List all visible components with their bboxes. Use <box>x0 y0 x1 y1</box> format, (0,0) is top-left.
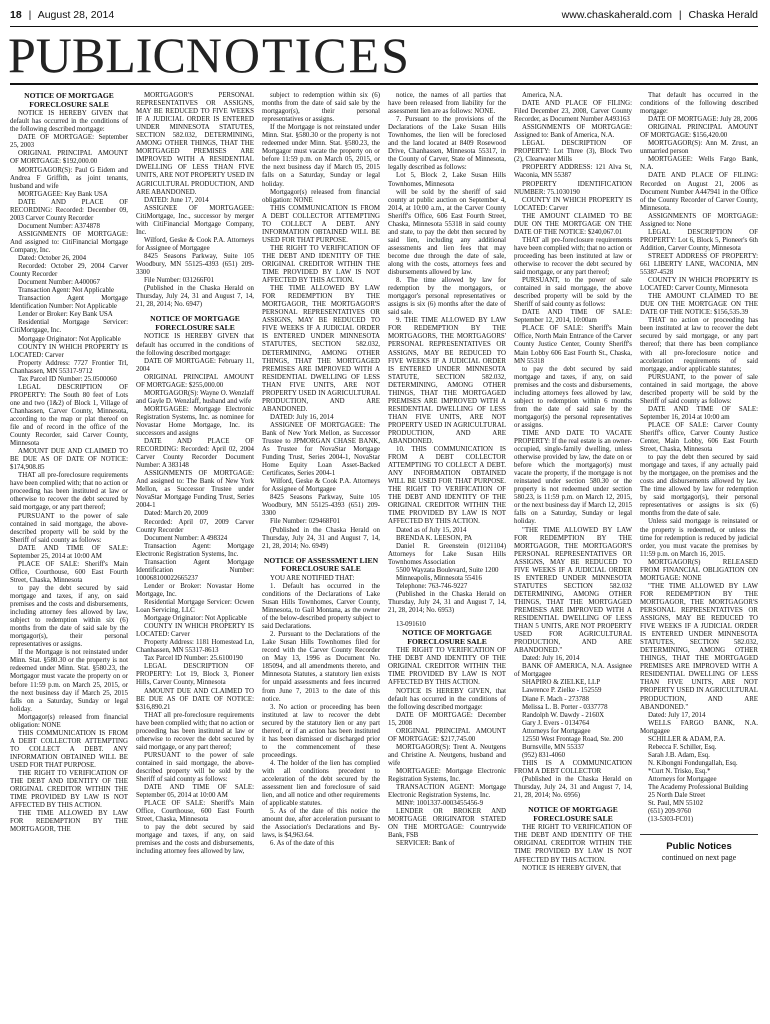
notice-paragraph: File Number: 031266F01 <box>144 277 215 285</box>
notice-paragraph: THE RIGHT TO VERIFICATION OF THE DEBT AND IDENTITY OF THE ORIGINAL CREDITOR WITHIN THE TIME PROVIDED BY LAW IS NOT AFFECTED BY THIS ACTION. <box>262 244 380 285</box>
notice-paragraph: LEGAL DESCRIPTION OF PROPERTY: The South 80 feet of Lots one and two (1&2) of Block 1, Village of Chanhassen, Carver County, Minnesota, according to the map or plat thereof on file and of record in the office of the County Recorder, said Carver County, Minnesota <box>10 383 128 448</box>
notice-paragraph: DATE AND TIME OF SALE: September 05, 2014 at 10:00 AM <box>136 784 254 800</box>
notice-paragraph: ORIGINAL PRINCIPAL AMOUNT OF MORTGAGE: $192,000.00 <box>10 150 128 166</box>
notice-paragraph: Lender or Broker: Key Bank USA <box>18 311 113 319</box>
notice-paragraph: PLACE OF SALE: Sheriff's Main Office, North Main Entrance of the Carver County Justice Center, County Sheriff's Main Lobby 606 East Fourth St., Chaska, MN 55318 <box>514 325 632 365</box>
notice-paragraph: PROPERTY IDENTIFICATION NUMBER: 75.1030190 <box>514 180 632 196</box>
notice-paragraph: Rebecca F. Schiller, Esq. <box>648 743 717 751</box>
notice-paragraph: NOTICE IS HEREBY GIVEN, that <box>522 864 622 872</box>
notice-paragraph: Transaction Agent: Not Applicable <box>18 287 115 295</box>
notice-column <box>388 92 506 1016</box>
notice-paragraph: Transaction Agent Mortgage Identification Number: 100068100022665237 <box>136 558 254 582</box>
notice-paragraph: Gary J. Evers - 0134764 <box>522 719 590 727</box>
notice-paragraph: If the Mortgage is not reinstated under Minn. Stat. §580.30 or the property is not redeemed under Minn. Stat. §580.23, the Mortgagor must vacate the property on or before 11:59 p.m. on March 05, 2015, or the next business day if March 05, 2015 falls on a Saturday, Sunday or legal holiday. <box>262 124 380 188</box>
notice-paragraph: SERVICER: Bank of <box>396 840 455 848</box>
notice-paragraph: DATE AND TIME OF SALE: September 25, 2014 at 10:00 AM <box>10 544 128 560</box>
notice-paragraph: 6. As of the date of this <box>270 840 335 848</box>
notice-paragraph: Transaction Agent Mortgage Identification Number: Not Applicable <box>10 295 128 311</box>
notice-paragraph: Dated: July 16, 2014 <box>522 655 580 663</box>
notice-paragraph: Dated: March 20, 2009 <box>144 510 208 518</box>
notice-paragraph: NOTICE IS HEREBY GIVEN that default has occurred in the conditions of the following described mortgage: <box>10 110 128 134</box>
notice-paragraph: MORTGAGEE: Mortgage Electronic Registration Systems, Inc. as nominee for Novastar Home Mortgage, Inc. its successors and assigns <box>136 405 254 438</box>
notice-paragraph: Wilford, Geske & Cook P.A. Attorneys for Assignee of Mortgagee <box>136 236 254 252</box>
notice-paragraph: "THE TIME ALLOWED BY LAW FOR REDEMPTION BY THE MORTGAGOR, THE MORTGAGOR'S PERSONAL REPRESENTATIVES OR ASSIGNS, MAY BE REDUCED TO FIVE WEEKS IF A JUDICIAL ORDER IS ENTERED UNDER MINNESOTA STATUTES, SECTION 582.032, DETERMINING, AMONG OTHER THINGS, THAT THE MORTGAGED PREMISES ARE IMPROVED WITH A RESIDENTIAL DWELLING OF LESS THAN FIVE UNITS, ARE NOT PROPERTY USED IN AGRICULTURAL PRODUCTION, AND ARE ABANDONED." <box>640 582 758 711</box>
notice-paragraph: THE TIME ALLOWED BY LAW FOR REDEMPTION BY THE MORTGAGOR, THE MORTGAGOR'S PERSONAL REPRESENTATIVES OR ASSIGNS, MAY BE REDUCED TO FIVE WEEKS IF A JUDICIAL ORDER IS ENTERED UNDER MINNESOTA STATUTES, SECTION 582.032, DETERMINING, AMONG OTHER THINGS, THAT THE MORTGAGED PREMISES ARE IMPROVED WITH A RESIDENTIAL DWELLING OF LESS THAN FIVE UNITS, ARE NOT PROPERTY USED IN AGRICULTURAL PRODUCTION, AND ARE ABANDONED. <box>262 285 380 413</box>
notice-paragraph: If the Mortgage is not reinstated under Minn. Stat. §580.30 or the property is not redeemed under Minn. Stat. §580.23, the Mortgagor must vacate the property on or before 11:59 p.m. on March 25, 2015, or the next business day if March 25, 2015 falls on a Saturday, Sunday or legal holiday. <box>10 649 128 713</box>
notice-paragraph: LEGAL DESCRIPTION OF PROPERTY: Lot 6, Block 5, Pioneer's 6th Addition, Carver County, Minnesota <box>640 228 758 252</box>
notice-paragraph: PURSUANT, to the power of sale contained in said mortgage, the above described property will be sold by the Sheriff of said county as follows: <box>514 277 632 309</box>
notice-paragraph: SHAPIRO & ZIELKE, LLP <box>522 679 601 687</box>
notice-paragraph: MORTGAGOR(S) RELEASED FROM FINANCIAL OBLIGATION ON MORTGAGE: NONE <box>640 558 758 582</box>
notice-paragraph: Daniel R. Greenstein (0121104) Attorneys for Lake Susan Hills Townhomes Association <box>388 542 506 566</box>
notice-paragraph: Randolph W. Dawdy - 2160X <box>522 711 605 719</box>
section-masthead <box>8 27 411 83</box>
notice-paragraph: MORTGAGOR'S PERSONAL REPRESENTATIVES OR ASSIGNS, MAY BE REDUCED TO FIVE WEEKS IF A JUDICIAL ORDER IS ENTERED UNDER MINNESOTA STATUTES, SECTION 582.032, DETERMINING, AMONG OTHER THINGS, THAT THE MORTGAGED PREMISES ARE IMPROVED WITH A RESIDENTIAL DWELLING OF LESS THAN FIVE UNITS, ARE NOT PROPERTY USED IN AGRICULTURAL PRODUCTION, AND ARE ABANDONED. <box>136 92 254 196</box>
notice-paragraph: Dated: July 17, 2014 <box>648 711 706 719</box>
page-folio <box>10 9 114 21</box>
page-header-bar <box>10 6 758 24</box>
notice-heading: NOTICE OF MORTGAGE FORECLOSURE SALE <box>402 628 492 646</box>
notice-paragraph: 8. The time allowed by law for redemption by the mortgagors, or mortgagor's personal representatives or assigns is six (6) months after the date of said sale. <box>388 277 506 317</box>
notice-paragraph: Dated: October 26, 2004 <box>18 255 87 263</box>
notice-paragraph: 3. No action or proceeding has been instituted at law to recover the debt secured by the statutory lien or any part thereof, or if an action has been instituted it has been dismissed or discharged prior to the commencement of these proceedings. <box>262 703 380 759</box>
notice-paragraph: DATE AND PLACE OF FILING: Filed December 23, 2008, Carver County Recorder, as Document Number A493163 <box>514 100 632 124</box>
notice-paragraph: THIS COMMUNICATION IS FROM A DEBT COLLECTOR ATTEMPTING TO COLLECT A DEBT. ANY INFORMATION OBTAINED WILL BE USED FOR THAT PURPOSE. <box>262 204 380 244</box>
notice-paragraph: Residential Mortgage Servicer: Ocwen Loan Servicing, LLC <box>136 599 254 615</box>
notice-paragraph: Mortgage Originator: Not Applicable <box>18 335 121 343</box>
notice-heading: NOTICE OF MORTGAGE FORECLOSURE SALE <box>528 805 618 823</box>
notice-paragraph: 13-091610 <box>396 621 426 629</box>
notice-paragraph: MORTGAGEE: Key Bank USA <box>18 190 108 198</box>
notice-paragraph: Tax Parcel ID Number: 25.6100190 <box>144 655 243 663</box>
notice-paragraph: BRENDA K. LEESON, PA <box>396 534 473 542</box>
notice-paragraph: Burnsville, MN 55337 <box>522 743 585 751</box>
notice-paragraph: St. Paul, MN 55102 <box>648 800 703 808</box>
notice-paragraph: 12550 West Frontage Road, Ste. 200 <box>522 735 623 743</box>
continued-footer <box>640 834 758 863</box>
notice-paragraph: Residential Mortgage Servicer: CitiMortgage, Inc. <box>10 319 128 335</box>
notice-paragraph: NOTICE IS HEREBY GIVEN, that default has occurred in the conditions of the following described mortgage: <box>388 687 506 711</box>
notice-paragraph: to pay the debt then secured by said mortgage and taxes, if any actually paid by the mortgagee, on the premises and the costs and disbursements allowed by law. The time allowed by law for redemption by said mortgagor(s), their personal representatives or assigns is six (6) months from the date of sale. <box>640 454 758 518</box>
page-number: 18 <box>10 9 22 21</box>
notice-paragraph: PURSUANT to the power of sale contained in said mortgage, the above-described property will be sold by the Sheriff of said county as follows: <box>136 751 254 784</box>
notice-paragraph: WELLS FARGO BANK, N.A. Mortgagee <box>640 719 758 735</box>
notice-paragraph: THAT no action or proceeding has been instituted at law to recover the debt secured by said mortgage, or any part thereof; that there has been compliance with all pre-foreclosure notice and acceleration requirements of said mortgage, and/or applicable statutes; <box>640 317 758 373</box>
notice-paragraph: Mortgagor(s) released from financial obligation: NONE <box>262 188 380 204</box>
notice-paragraph: COUNTY IN WHICH PROPERTY IS LOCATED: Carver <box>514 196 632 212</box>
notice-paragraph: ASSIGNMENTS OF MORTGAGE: And assigned to: The Bank of New York Mellon, as Successor Trustee under NovaStar Mortgage Funding Trust, Series 2004-1 <box>136 470 254 510</box>
notice-paragraph: THAT all pre-foreclosure requirements have been complied with; that no action or proceeding has been instituted at law or otherwise to recover the debt secured by said mortgage, or any part thereof; <box>10 472 128 512</box>
notice-paragraph: PLACE OF SALE: Sheriff's Main Office, Courthouse, 600 East Fourth Street, Chaska, Minnesota <box>10 560 128 584</box>
notice-paragraph: Minneapolis, Minnesota 55416 <box>396 574 482 582</box>
notice-paragraph: Lender or Broker: Novastar Home Mortgage, Inc. <box>136 582 254 598</box>
site-url[interactable]: www.chaskaherald.com <box>561 9 672 21</box>
notice-paragraph: THE AMOUNT CLAIMED TO BE DUE ON THE MORTGAGE ON THE DATE OF THE NOTICE: $240,067.01 <box>514 212 632 236</box>
notice-paragraph: America, N.A. <box>522 92 563 99</box>
notice-paragraph: ASSIGNMENTS OF MORTGAGE: Assigned to: None <box>640 212 758 228</box>
notice-paragraph: Recorded: April 07, 2009 Carver County Recorder <box>136 518 254 534</box>
notice-paragraph: to pay the debt secured by said mortgage and taxes, if any, on said premises and the costs and disbursements, including attorney fees allowed by law, <box>136 824 254 856</box>
notice-paragraph: 1. Default has occurred in the conditions of the Declarations of Lake Susan Hills Townhomes, Carver County, Minnesota, to Gail Montana, as the owner of the below-described property subject to said Declarations. <box>262 582 380 631</box>
notice-paragraph: LEGAL DESCRIPTION OF PROPERTY: Lot 19, Block 3, Pioneer Hills, Carver County, Minnesota <box>136 663 254 687</box>
notice-paragraph: (651) 209-9760 <box>648 808 692 816</box>
notice-paragraph: Lot 5, Block 2, Lake Susan Hills Townhomes, Minnesota <box>388 172 506 188</box>
notice-paragraph: (Published in the Chaska Herald on Thursday, July 24, 31 and August 7, 14, 21, 28, 2014; No. 6947) <box>136 285 254 309</box>
notice-paragraph: THIS IS A COMMUNICATION FROM A DEBT COLLECTOR <box>514 759 632 775</box>
notice-paragraph: Document Number: A400067 <box>18 279 100 287</box>
notice-paragraph: MORTGAGEE: Mortgage Electronic Registration Systems, Inc. <box>388 767 506 784</box>
notice-paragraph: MORTGAGOR(S): Paul G Eidem and Andrea F Griffith, as joint tenants, husband and wife <box>10 166 128 190</box>
notice-paragraph: DATE AND TIME OF SALE: September 16, 2014 at 10:00 am <box>640 405 758 421</box>
notice-paragraph: DATE OF MORTGAGE: February 11, 2004 <box>136 357 254 373</box>
notice-paragraph: THE TIME ALLOWED BY LAW FOR REDEMPTION BY THE MORTGAGOR, THE <box>10 810 128 834</box>
notice-paragraph: BANK OF AMERICA, N.A. Assignee of Mortgagee <box>514 663 632 679</box>
notice-paragraph: N. Kibongni Fondungallah, Esq. <box>648 759 738 767</box>
notice-columns <box>10 92 758 1016</box>
folio-separator: | <box>28 9 32 21</box>
notice-paragraph: Telephone: 763-746-9227 <box>396 582 468 590</box>
paper-name: Chaska Herald <box>688 9 758 21</box>
notice-paragraph: "THE TIME ALLOWED BY LAW FOR REDEMPTION BY THE MORTGAGOR, THE MORTGAGOR'S PERSONAL REPRESENTATIVES OR ASSIGNS, MAY BE REDUCED TO FIVE WEEKS IF A JUDICIAL ORDER IS ENTERED UNDER MINNESOTA STATUTES SECTION 582.032 DETERMINING, AMONG OTHER THINGS, THAT THE MORTGAGED PREMISES ARE IMPROVED WITH A RESIDENTIAL DWELLING OF LESS THAN 5 UNITS, ARE NOT PROPERTY USED FOR AGRICULTURAL PRODUCTION, AND ARE ABANDONED." <box>514 526 632 655</box>
notice-paragraph: Recorded: October 29, 2004 Carver County Recorder <box>10 263 128 279</box>
notice-paragraph: COUNTY IN WHICH PROPERTY IS LOCATED: Carver County, Minnesota <box>640 277 758 293</box>
notice-paragraph: Wilford, Geske & Cook P.A. Attorneys for Assignee of Mortgagee <box>262 478 380 494</box>
notice-paragraph: DATE OF MORTGAGE: July 28, 2006 <box>648 116 758 124</box>
notice-paragraph: DATE OF MORTGAGE: September 25, 2003 <box>10 134 128 150</box>
notice-paragraph: *Curt N. Trisko, Esq.* <box>648 767 711 775</box>
notice-paragraph: COUNTY IN WHICH PROPERTY IS LOCATED: Carver <box>10 343 128 359</box>
notice-paragraph: to pay the debt secured by said mortgage and taxes, if any, on said premises and the costs and disbursements, including attorney fees allowed by law, subject to redemption within six (6) months from the date of said sale by the mortgagor(s), their personal representatives or assigns. <box>10 584 128 649</box>
notice-paragraph: Mortgage Originator: Not Applicable <box>144 615 247 623</box>
notice-paragraph: THAT all pre-foreclosure requirements have been complied with; that no action or proceeding has been instituted at law or otherwise to recover the debt secured by said mortgage, or any part thereof; <box>136 711 254 751</box>
notice-paragraph: Property Address: 7727 Frontier Trl, Chanhassen, MN 55317-9712 <box>10 359 128 375</box>
issue-date: August 28, 2014 <box>37 9 115 21</box>
notice-paragraph: DATE AND TIME OF SALE: September 12, 2014, 10:00am <box>514 309 632 325</box>
notice-paragraph: ASSIGNEE OF MORTGAGEE: CitiMortgage, Inc., successor by merger with CitiFinancial Mortgage Company, Inc. <box>136 204 254 236</box>
notice-paragraph: Transaction Agent: Mortgage Electronic Registration Systems, Inc. <box>136 542 254 558</box>
notice-paragraph: PLACE OF SALE: Carver County Sheriff's office, Carver County Justice Center, Main Lobby, 606 East Fourth Street, Chaska, Minnesota <box>640 421 758 454</box>
notice-paragraph: (Published in the Chaska Herald on Thursday, July 24, 31 and August 7, 14, 21, 28, 2014; No. 6953) <box>388 590 506 614</box>
notice-column <box>514 92 632 1016</box>
masthead-word-notices: NOTICES <box>185 27 411 83</box>
notice-paragraph: Document Number: A374878 <box>18 222 100 230</box>
notice-paragraph: DATE AND PLACE OF RECORDING: Recorded: April 02, 2004 Carver County Recorder Document Number: A 383148 <box>136 438 254 470</box>
notice-column <box>10 92 128 1016</box>
notice-paragraph: Property Address: 1181 Homestead Ln, Chanhassen, MN 55317-8613 <box>136 639 254 655</box>
notice-paragraph: 9. THE TIME ALLOWED BY LAW FOR REDEMPTION BY THE MORTGAGORS, THE MORTGAGORS' PERSONAL REPRESENTATIVES OR ASSIGNS, MAY BE REDUCED TO FIVE WEEKS IF A JUDICIAL ORDER IS ENTERED UNDER MINNESOTA STATUTE, SECTION 582.032, DETERMINING, AMONG OTHER THINGS, THAT THE MORTGAGED PREMISES ARE IMPROVED WITH A RESIDENTIAL DWELLING OF LESS THAN FIVE UNITS, ARE NOT PROPERTY USED IN AGRICULTURAL PRODUCTION, AND ARE ABANDONED. <box>388 317 506 446</box>
notice-paragraph: MORTGAGEE: Wells Fargo Bank, N.A. <box>640 156 758 172</box>
notice-paragraph: DATE AND PLACE OF RECORDING: Recorded: December 09, 2003 Carver County Recorder <box>10 198 128 222</box>
notice-paragraph: (Published in the Chaska Herald on Thursday, July 24, 31 and August 7, 14, 21, 28, 2014; No. 6949) <box>262 526 380 550</box>
notice-paragraph: File Number: 029468F01 <box>270 518 341 526</box>
credit-separator: | <box>678 9 682 21</box>
notice-paragraph: DATE AND PLACE OF FILING: Recorded on August 21, 2006 as Document Number A447941 in the Office of the County Recorder of Carver County, Minnesota. <box>640 172 758 212</box>
notice-paragraph: ASSIGNEE OF MORTGAGEE: The Bank of New York Mellon, as Successor Trustee to JPMORGAN CHASE BANK, As Trustee for NovaStar Mortgage Funding Trust, Series 2004-1, NovaStar Home Equity Loan Asset-Backed Certificates, Series 2004-1 <box>262 421 380 478</box>
notice-paragraph: PURSUANT, to the power of sale contained in said mortgage, the above described property will be sold by the Sheriff of said county as follows: <box>640 373 758 405</box>
notice-paragraph: Mortgagor(s) released from financial obligation: NONE <box>10 713 128 729</box>
notice-paragraph: MORTGAGOR(S): Trent A. Neutgens and Christine A. Neutgens, husband and wife <box>388 743 506 767</box>
continued-subtitle: continued on next page <box>661 853 737 863</box>
notice-paragraph: 25 North Dale Street <box>648 792 706 800</box>
notice-paragraph: SCHILLER & ADAM, P.A. <box>648 735 726 743</box>
masthead-rule <box>10 83 758 85</box>
notice-paragraph: STREET ADDRESS OF PROPERTY: 661 LIBERTY LANE, WACONIA, MN 55387-4528 <box>640 252 758 277</box>
notice-paragraph: ORIGINAL PRINCIPAL AMOUNT OF MORTGAGE: $255,000.00 <box>136 373 254 389</box>
notice-paragraph: MIN#: 1001337-0003455456-9 <box>396 800 484 808</box>
notice-paragraph: Tax Parcel ID Number: 25.0500060 <box>18 375 117 383</box>
notice-paragraph: THE RIGHT TO VERIFICATION OF THE DEBT AND IDENTITY OF THE ORIGINAL CREDITOR WITHIN THE TIME PROVIDED BY LAW IS NOT AFFECTED BY THIS ACTION. <box>514 824 632 864</box>
notice-paragraph: ASSIGNMENTS OF MORTGAGE: And assigned to: CitiFinancial Mortgage Company, Inc. <box>10 230 128 254</box>
notice-paragraph: PROPERTY ADDRESS: 121 Alva St, Waconia, MN 55387 <box>514 164 632 180</box>
site-credit <box>562 9 758 21</box>
notice-paragraph: DATE OF MORTGAGE: December 15, 2008 <box>388 711 506 727</box>
notice-paragraph: Unless said mortgage is reinstated or the property is redeemed, or unless the time for redemption is reduced by judicial order, you must vacate the premises by 11:59 p.m. on March 16, 2015. <box>640 518 758 558</box>
notice-paragraph: TIME AND DATE TO VACATE PROPERTY: If the real estate is an owner-occupied, single-family dwelling, unless otherwise provided by law, the date on or before which the mortgagor(s) must vacate the property, if the mortgage is not reinstated under section 580.30 or the property is not redeemed under section 580.23, is 11:59 p.m. on March 12, 2015, or the next business day if March 12, 2015 falls on a Saturday, Sunday or legal holiday. <box>514 429 632 526</box>
notice-paragraph: will be sold by the sheriff of said county at public auction on September 4, 2014, at 10:00 a.m., at the Carver County Sheriff's Office, 606 East Fourth Street, Chaska, Minnesota 55318 in said county and state, to pay the debt then secured by said lien, including any additional assessments and lien fees that may become due through the date of sale, along with the costs, attorneys fees and disbursements allowed by law. <box>388 188 506 277</box>
continued-title: Public Notices <box>666 841 732 853</box>
notice-paragraph: notice, the names of all parties that have been released from liability for the assessment lien are as follows: NONE. <box>388 92 506 116</box>
notice-paragraph: ORIGINAL PRINCIPAL AMOUNT OF MORTGAGE: $156,420.00 <box>640 124 758 140</box>
notice-paragraph: Attorneys for Mortgagee <box>522 727 591 735</box>
notice-paragraph: 7. Pursuant to the provisions of the Declarations of the Lake Susan Hills Townhomes, the lien will be foreclosed and the land located at 8409 Rosewood Drive, Chanhassen, Minnesota 55317, in the County of Carver, State of Minnesota, legally described as follows: <box>388 116 506 172</box>
notice-paragraph: (952) 831-4060 <box>522 751 566 759</box>
notice-paragraph: Lawrence P. Zielke - 152559 <box>522 687 602 695</box>
notice-paragraph: Attorneys for Mortgagee <box>648 775 717 783</box>
notice-paragraph: ORIGINAL PRINCIPAL AMOUNT OF MORTGAGE: $217,745.00 <box>388 727 506 743</box>
notice-paragraph: COUNTY IN WHICH PROPERTY IS LOCATED: Carver <box>136 623 254 639</box>
notice-paragraph: THE RIGHT TO VERIFICATION OF THE DEBT AND IDENTITY OF THE ORIGINAL CREDITOR WITHIN THE TIME PROVIDED BY LAW IS NOT AFFECTED BY THIS ACTION. <box>10 770 128 810</box>
notice-paragraph: Document Number: A 498324 <box>144 534 228 542</box>
notice-paragraph: THE AMOUNT CLAIMED TO BE DUE ON THE MORTGAGE ON THE DATE OF THE NOTICE: $156,535.39 <box>640 293 758 317</box>
notice-column <box>136 92 254 1016</box>
notice-paragraph: PLACE OF SALE: Sheriff's Main Office, Courthouse, 600 East Fourth Street, Chaska, Minnesota <box>136 800 254 824</box>
notice-paragraph: Melissa L. B. Porter - 0337778 <box>522 703 608 711</box>
notice-paragraph: 4. The holder of the lien has complied with all conditions precedent to acceleration of the debt secured by the assessment lien and foreclosure of said lien, and all notice and other requirements of applicable statutes. <box>262 759 380 808</box>
notice-paragraph: subject to redemption within six (6) months from the date of said sale by the mortgagor(s), their personal representatives or assigns. <box>262 92 380 124</box>
notice-paragraph: 5500 Wayzata Boulevard, Suite 1200 <box>396 566 499 574</box>
notice-paragraph: to pay the debt secured by said mortgage and taxes, if any, on said premises and the costs and disbursements, including attorneys fees allowed by law, subject to redemption within 6 months from the date of said sale by the mortgagor(s) the personal representatives or assigns. <box>514 365 632 429</box>
notice-column <box>640 92 758 1016</box>
notice-paragraph: 5. As of the date of this notice the amount due, after acceleration pursuant to the Association's Declarations and By-laws, is $4,963.64. <box>262 808 380 840</box>
notice-heading: NOTICE OF ASSESSMENT LIEN FORECLOSURE SALE <box>263 555 379 574</box>
notice-paragraph: DATED: June 17, 2014 <box>144 196 209 204</box>
notice-paragraph: That default has occurred in the conditions of the following described mortgage: <box>640 92 758 116</box>
notice-paragraph: THE RIGHT TO VERIFICATION OF THE DEBT AND IDENTITY OF THE ORIGINAL CREDITOR WITHIN THE TIME PROVIDED BY LAW IS NOT AFFECTED BY THIS ACTION. <box>388 647 506 687</box>
notice-paragraph: Sarah J.B. Adam, Esq. <box>648 751 710 759</box>
notice-paragraph: 8425 Seasons Parkway, Suite 105 Woodbury, MN 55125-4393 (651) 209-3300 <box>136 252 254 277</box>
notice-heading: NOTICE OF MORTGAGE FORECLOSURE SALE <box>150 314 240 332</box>
notice-paragraph: LEGAL DESCRIPTION OF PROPERTY: Lot Three (3), Block Two (2), Clearwater Mills <box>514 140 632 164</box>
masthead-word-public: PUBLIC <box>8 27 186 83</box>
notice-paragraph: YOU ARE NOTIFIED THAT: <box>270 574 355 582</box>
notice-paragraph: 8425 Seasons Parkway, Suite 105 Woodbury, MN 55125-4393 (651) 209-3300 <box>262 494 380 518</box>
notice-heading: NOTICE OF MORTGAGE FORECLOSURE SALE <box>24 92 114 109</box>
notice-paragraph: (13-5303-FC01) <box>648 816 694 824</box>
notice-paragraph: The Academy Professional Building <box>648 784 749 792</box>
notice-column <box>262 92 380 1016</box>
notice-paragraph: PURSUANT to the power of sale contained in said mortgage, the above-described property will be sold by the Sheriff of said county as follows: <box>10 512 128 544</box>
notice-paragraph: Diane F. Mach - 273788 <box>522 695 590 703</box>
notice-paragraph: (Published in the Chaska Herald on Thursday, July 24, 31 and August 7, 14, 21, 28, 2014; No. 6956) <box>514 775 632 800</box>
notice-paragraph: TRANSACTION AGENT: Mortgage Electronic Registration Systems, Inc. <box>388 784 506 800</box>
notice-paragraph: MORTGAGOR(S): Wayne O. Wenzlaff and Gayle D. Wenzlaff, husband and wife <box>136 389 254 405</box>
notice-paragraph: Dated as of July 15, 2014 <box>396 526 467 534</box>
notice-paragraph: 10. THIS COMMUNICATION IS FROM A DEBT COLLECTOR ATTEMPTING TO COLLECT A DEBT. ANY INFORMATION OBTAINED WILL BE USED FOR THAT PURPOSE. THE RIGHT TO VERIFICATION OF THE DEBT AND IDENTITY OF THE ORIGINAL CREDITOR WITHIN THE TIME PROVIDED BY LAW IS NOT AFFECTED BY THIS ACTION. <box>388 446 506 526</box>
notice-paragraph: 2. Pursuant to the Declarations of the Lake Susan Hills Townhomes filed for record with the Carver County Recorder on May 13, 1996 as Document No. 185094, and all amendments thereto, and Minnesota Statutes, a statutory lien exists for unpaid assessments and fees incurred from June 7, 2013 to the date of this notice. <box>262 631 380 703</box>
notice-paragraph: AMOUNT DUE AND CLAIMED TO BE DUE AS OF DATE OF NOTICE: $174,908.85 <box>10 448 128 472</box>
notice-paragraph: DATED: July 16, 2014 <box>270 413 334 421</box>
notice-paragraph: THIS COMMUNICATION IS FROM A DEBT COLLECTOR ATTEMPTING TO COLLECT A DEBT. ANY INFORMATION OBTAINED WILL BE USED FOR THAT PURPOSE. <box>10 729 128 769</box>
notice-paragraph: AMOUNT DUE AND CLAIMED TO BE DUE AS OF DATE OF NOTICE: $316,890.21 <box>136 687 254 711</box>
notice-paragraph: THAT all pre-foreclosure requirements have been complied with; that no action or proceeding has been instituted at law or otherwise to recover the debt secured by said mortgage, or any part thereof; <box>514 236 632 277</box>
notice-paragraph: ASSIGNMENTS OF MORTGAGE: Assigned to: Bank of America, N.A. <box>514 124 632 140</box>
notice-paragraph: MORTGAGOR(S): Ann M. Zrust, an unmarried person <box>640 140 758 156</box>
notice-paragraph: NOTICE IS HEREBY GIVEN that default has occurred in the conditions of the following described mortgage: <box>136 333 254 357</box>
notice-paragraph: LENDER OR BROKER AND MORTGAGE ORIGINATOR STATED ON THE MORTGAGE: Countrywide Bank, FSB <box>388 808 506 840</box>
